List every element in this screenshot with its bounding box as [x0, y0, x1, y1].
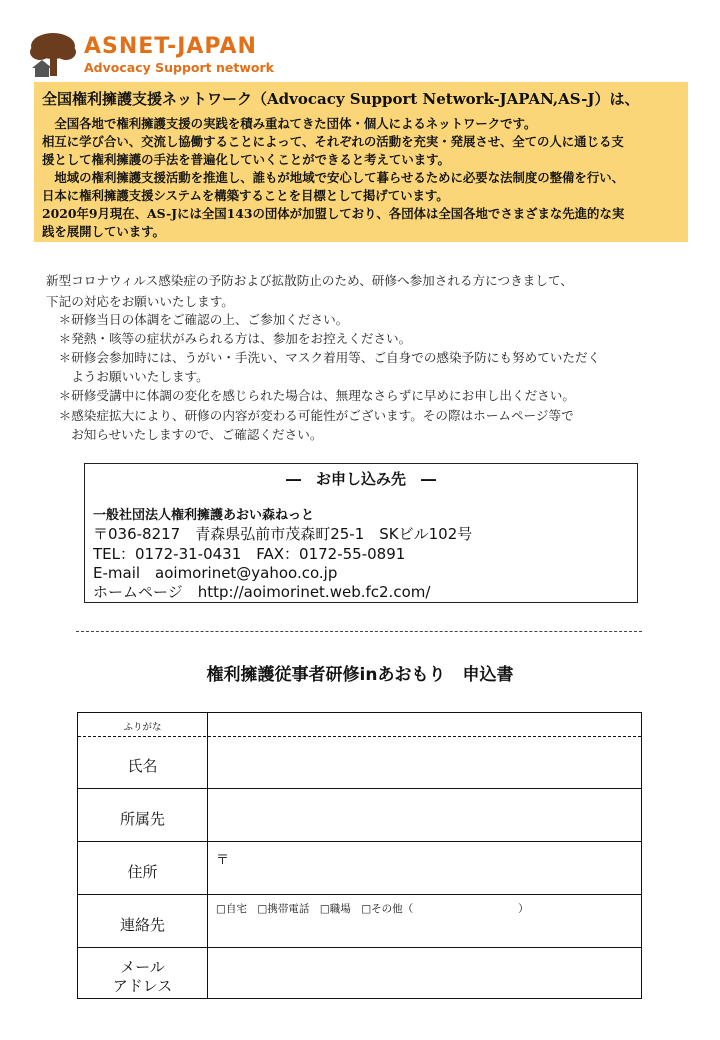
logo-subtitle: Advocacy Support network: [84, 60, 274, 75]
furigana-label: ふりがな: [123, 722, 162, 733]
notice-line: ようお願いいたします。: [46, 369, 209, 384]
affiliation-label: 所属先: [119, 810, 165, 828]
notice-line: ＊研修会参加時には、うがい・手洗い、マスク着用等、ご自身での感染予防にも努めていただく: [46, 350, 601, 365]
postal-mark: 〒: [216, 853, 230, 868]
notice-line: ＊感染症拡大により、研修の内容が変わる可能性がございます。その際はホームページ等で: [46, 408, 574, 423]
notice-line: ＊研修当日の体調をご確認の上、ご参加ください。: [46, 312, 349, 327]
notice-line: ＊発熱・咳等の症状がみられる方は、参加をお控えください。: [46, 331, 412, 346]
contact-options[interactable]: □自宅 □携帯電話 □職場 □その他（ ）: [216, 903, 529, 915]
logo-title: ASNET-JAPAN: [84, 34, 257, 59]
address-field[interactable]: [208, 842, 642, 894]
email-label: メール: [120, 958, 165, 976]
contact-org: 一般社団法人権利擁護あおい森ねっと: [93, 508, 315, 523]
application-form: [77, 712, 642, 999]
contact-email[interactable]: E-mail aoimorinet@yahoo.co.jp: [93, 564, 338, 582]
intro-line: 践を展開しています。: [42, 224, 165, 239]
intro-line: 援として権利擁護の手法を普遍化していくことができると考えています。: [42, 152, 450, 167]
affiliation-field[interactable]: [208, 789, 642, 841]
tree-house-icon: [28, 32, 78, 78]
intro-line: 地域の権利擁護支援活動を推進し、誰もが地域で安心して暮らせるために必要な法制度の整備を行い、: [42, 170, 624, 185]
logo: [28, 30, 308, 78]
contact-address: 〒036-8217 青森県弘前市茂森町25-1 SKビル102号: [93, 525, 473, 543]
intro-line: 2020年9月現在、AS-Jには全国143の団体が加盟しており、各団体は全国各地でさまざまな先進的な実: [42, 206, 625, 221]
cut-line: [76, 631, 642, 632]
intro-line: 全国各地で権利擁護支援の実践を積み重ねてきた団体・個人によるネットワークです。: [42, 116, 537, 131]
name-field[interactable]: [208, 737, 642, 788]
contact-phone: TEL：0172-31-0431 FAX：0172-55-0891: [93, 545, 406, 563]
email-label: アドレス: [112, 977, 173, 995]
furigana-field[interactable]: [208, 713, 642, 736]
notice-line: お知らせいたしますので、ご確認ください。: [46, 427, 323, 442]
form-title: 権利擁護従事者研修inあおもり 申込書: [206, 665, 514, 685]
email-field[interactable]: [208, 948, 642, 999]
contact-box: [84, 463, 638, 603]
intro-line: 全国権利擁護支援ネットワーク（Advocacy Support Network-JAPAN,AS-J）は、: [42, 90, 640, 108]
notice-line: 下記の対応をお願いいたします。: [46, 294, 234, 309]
notice-line: ＊研修受講中に体調の変化を感じられた場合は、無理なさらずに早めにお申し出ください。: [46, 388, 575, 403]
intro-line: 相互に学び合い、交流し協働することによって、それぞれの活動を充実・発展させ、全ての人に通じる支: [42, 134, 624, 149]
contact-label: 連絡先: [119, 916, 165, 934]
notice-line: 新型コロナウィルス感染症の予防および拡散防止のため、研修へ参加される方につきまして、: [46, 273, 573, 288]
address-label: 住所: [127, 863, 158, 881]
intro-line: 日本に権利擁護支援システムを構築することを目標として掲げています。: [42, 188, 449, 203]
name-label: 氏名: [127, 757, 158, 775]
contact-homepage[interactable]: ホームページ http://aoimorinet.web.fc2.com/: [93, 583, 431, 601]
contact-heading: ― お申し込み先 ―: [285, 470, 436, 488]
contact-field[interactable]: [208, 895, 642, 947]
intro-box: [34, 82, 688, 242]
